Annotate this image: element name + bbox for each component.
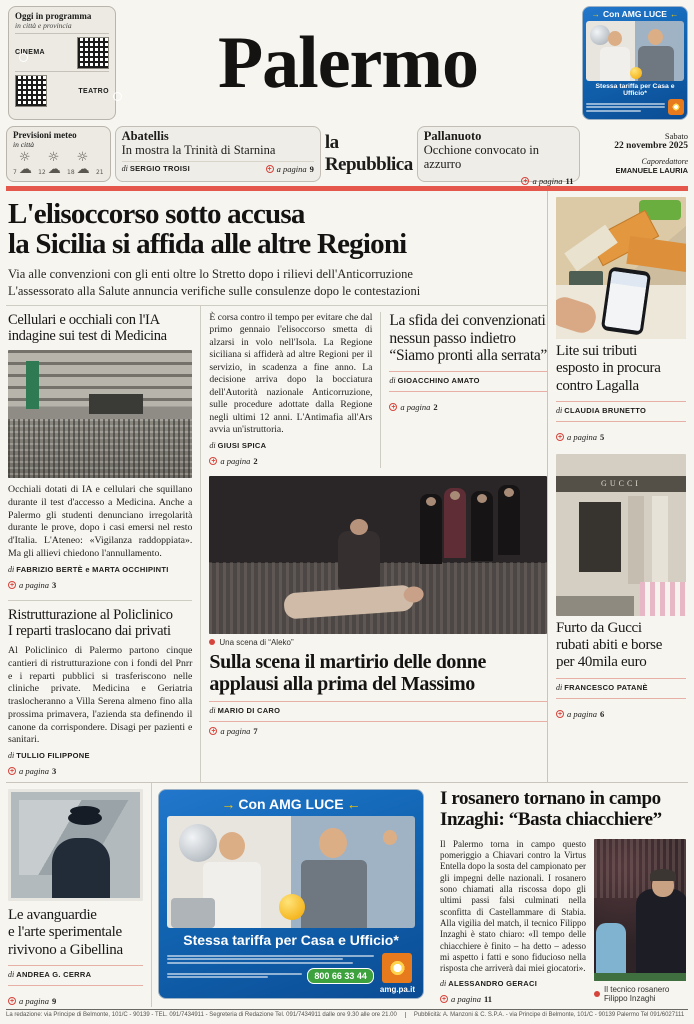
byline: di CLAUDIA BRUNETTO xyxy=(556,405,647,415)
arrow-left-icon: ← xyxy=(346,796,361,812)
plus-circle-icon: + xyxy=(9,768,15,776)
green-banner xyxy=(26,361,39,409)
footer-divider xyxy=(405,1012,406,1018)
ad-tagline: Stessa tariffa per Casa e Ufficio* xyxy=(183,932,399,948)
byline: di GIUSI SPICA xyxy=(209,440,267,450)
weekday: Sabato xyxy=(664,131,688,141)
thin-divider xyxy=(8,965,143,966)
ad-photo-main xyxy=(167,816,415,928)
plus-circle-icon: + xyxy=(211,457,216,465)
tributi-teaser xyxy=(556,339,686,444)
plus-circle-icon: + xyxy=(9,997,15,1005)
byline: di TULLIO FILIPPONE xyxy=(8,751,90,761)
paper-note xyxy=(565,224,619,271)
pitch xyxy=(594,973,686,981)
thin-divider xyxy=(209,701,547,702)
gucci-teaser xyxy=(556,616,686,721)
page-ref: + a pagina 6 xyxy=(557,708,605,719)
lead-headline: L'elisoccorso sotto accusa la Sicilia si affida alle altre Regioni xyxy=(8,198,407,261)
plus-circle-icon: + xyxy=(523,178,528,186)
ad-banner-text: Con AMG LUCE xyxy=(603,9,667,19)
meteo-title: Previsioni meteo xyxy=(13,130,77,140)
arrow-right-icon: → xyxy=(591,9,601,19)
masthead-header xyxy=(0,0,694,126)
hour-label: 21 xyxy=(95,169,104,176)
teaser-title: Occhione convocato in azzurro xyxy=(423,142,539,171)
caption-dot-icon xyxy=(594,991,600,997)
plus-circle-icon: + xyxy=(267,165,272,173)
byline: di GIOACCHINO AMATO xyxy=(389,376,480,386)
store-doorway xyxy=(579,502,621,572)
medicina-body: Occhiali dotati di IA e cellulari che squillano durante il test d'accesso a Medicina. Anche a Palermo gli studenti denunciano irregolarità durante le prove, dopo i casi emersi nel resto d'Italia. L'Ateneo: «Vigilanza raddoppiata». Ma gli allievi chiedono l'annullamento. xyxy=(8,484,193,559)
photo-caption: Il tecnico rosanero Filippo Inzaghi xyxy=(594,985,686,1003)
page-ref: + a pagina 9 xyxy=(267,163,314,174)
center-top-row xyxy=(209,312,547,468)
pan-lid-icon xyxy=(590,25,610,45)
lightbulb-emoji-icon xyxy=(630,67,642,79)
plus-circle-icon: + xyxy=(441,995,447,1003)
plus-circle-icon: + xyxy=(211,727,216,735)
ad-tagline-mini: Stessa tariffa per Casa e Ufficio* xyxy=(595,83,675,97)
thin-divider xyxy=(209,721,547,722)
man-kitchen-head xyxy=(219,832,245,860)
teatro-label: TEATRO xyxy=(78,87,109,95)
lead-deck: Via alle convenzioni con gli enti oltre lo Stretto dopo i rilievi dell'Anticorruzione L'assessorato alla Salute annuncia verifiche sulle consulenze dopo le contestazioni xyxy=(8,267,421,298)
man-kitchen-torso xyxy=(600,47,630,81)
lead-story xyxy=(6,191,547,306)
massimo-headline: Sulla scena il martirio delle donne applausi alla prima del Massimo xyxy=(209,650,486,695)
teaser-title: In mostra la Trinità di Starnina xyxy=(121,142,276,157)
editor-name: EMANUELE LAURIA xyxy=(615,166,688,175)
convenzionati-headline: La sfida dei convenzionati nessun passo indietro “Siamo pronti alla serrata” xyxy=(389,311,547,365)
ad-fineprint-line xyxy=(167,962,353,964)
steel-pots xyxy=(171,898,215,928)
programma-box xyxy=(8,6,116,120)
taxes-money-photo xyxy=(556,197,686,339)
ad-banner-row xyxy=(586,9,684,19)
bottom-row xyxy=(6,783,688,1007)
editor-role: Caporedattore xyxy=(641,157,688,166)
column-center xyxy=(201,306,547,782)
man-office-head xyxy=(319,828,347,858)
gibellina-article xyxy=(6,783,152,1007)
elisoccorso-summary xyxy=(209,312,381,468)
sun-cloud-icon: ☼☁ xyxy=(47,150,58,177)
edition-title: Palermo xyxy=(217,21,479,104)
right-rail xyxy=(548,191,688,782)
ad-banner-text: Con AMG LUCE xyxy=(238,796,344,812)
amg-sun-logo xyxy=(668,99,684,115)
ad-fineprint-line xyxy=(167,976,268,978)
rosanero-content-row xyxy=(440,839,686,1006)
arrow-left-icon: ← xyxy=(669,9,679,19)
ad-fineprint-line xyxy=(167,955,374,957)
columns-row xyxy=(6,306,547,782)
ad-website: amg.pa.it xyxy=(379,985,415,994)
qr-code-teatro xyxy=(15,75,47,107)
man-office-torso xyxy=(301,860,367,928)
inzaghi-photo xyxy=(594,839,686,981)
plus-circle-icon: + xyxy=(391,404,396,412)
teaser-pallanuoto xyxy=(417,126,581,187)
thin-divider xyxy=(556,698,686,699)
page-ref: + a pagina 3 xyxy=(9,579,57,590)
rosanero-headline: I rosanero tornano in campo Inzaghi: “Basta chiacchiere” xyxy=(440,788,662,830)
teaser-kicker: Pallanuoto xyxy=(423,129,482,143)
teaser-footer xyxy=(424,174,574,186)
lightbulb-emoji-icon xyxy=(279,894,305,920)
byline: di ALESSANDRO GERACI xyxy=(440,978,538,988)
striped-awning xyxy=(640,582,686,616)
teaser-abatellis xyxy=(115,126,321,182)
page-ref: + a pagina 3 xyxy=(9,766,57,777)
date-block xyxy=(584,126,688,182)
euro-bill xyxy=(626,236,686,272)
column-left xyxy=(6,306,201,782)
rosanero-photo-col xyxy=(594,839,686,1006)
ad-banner-row xyxy=(167,796,415,812)
sun-cloud-icon: ☼☁ xyxy=(76,150,87,177)
convenzionati-teaser xyxy=(381,312,547,468)
man-office-head xyxy=(648,29,663,45)
pan-lid-icon xyxy=(179,824,217,862)
gucci-sign: GUCCI xyxy=(556,476,686,492)
page-ref: + a pagina 5 xyxy=(557,431,605,442)
phone-number-badge: 800 66 33 44 xyxy=(307,968,374,984)
page-ref: + a pagina 11 xyxy=(441,993,493,1004)
left-main-area xyxy=(6,191,548,782)
visitor-hat xyxy=(68,811,102,825)
street xyxy=(556,596,634,615)
qr-code-cinema xyxy=(77,37,109,69)
brand-logo: la Repubblica xyxy=(324,132,413,175)
chorus-figure xyxy=(471,491,493,561)
arrow-right-icon: → xyxy=(221,796,236,812)
amg-sun-logo xyxy=(382,953,412,983)
sun-cloud-icon: ☼☁ xyxy=(18,150,29,177)
caption-dot-icon xyxy=(209,639,215,645)
man-office-torso xyxy=(638,46,674,81)
section-divider xyxy=(8,600,192,601)
hour-label: 18 xyxy=(67,169,75,176)
ad-fineprint-line xyxy=(586,106,665,108)
gucci-headline: Furto da Gucci rubati abiti e borse per 40mila euro xyxy=(556,619,663,671)
meteo-subtitle: in città xyxy=(13,140,35,149)
medicina-headline: Cellulari e occhiali con l'IA indagine sui test di Medicina xyxy=(8,311,167,345)
tributi-headline: Lite sui tributi esposto in procura contro Lagalla xyxy=(556,343,661,394)
date: 22 novembre 2025 xyxy=(614,141,688,151)
plus-circle-icon: + xyxy=(557,433,563,441)
ad-mini-footer xyxy=(586,99,684,115)
programma-title: Oggi in programma xyxy=(15,11,92,21)
chorus-figure xyxy=(420,494,442,564)
visitor-back xyxy=(52,838,110,900)
thin-divider xyxy=(556,678,686,679)
ad-fineprint-line xyxy=(586,103,665,105)
cinema-label: CINEMA xyxy=(15,49,46,56)
meteo-box xyxy=(6,126,111,182)
plus-circle-icon: + xyxy=(9,581,15,589)
programma-subtitle: in città e provincia xyxy=(15,21,109,34)
teatro-row xyxy=(15,72,109,110)
page-ref: + a pagina 2 xyxy=(211,455,258,466)
thin-divider xyxy=(389,371,547,372)
byline: di FRANCESCO PATANÈ xyxy=(556,682,648,692)
teaser-band xyxy=(0,126,694,187)
ad-photo-mini xyxy=(586,21,684,81)
man-kitchen-head xyxy=(608,31,622,46)
thin-divider xyxy=(556,421,686,422)
page-ref: + a pagina 11 xyxy=(523,176,574,187)
page-ref: + a pagina 9 xyxy=(9,995,57,1006)
main-content xyxy=(6,191,688,783)
weather-forecast-row xyxy=(13,152,104,176)
gibellina-headline: Le avanguardie e l'arte sperimentale rivivono a Gibellina xyxy=(8,907,123,958)
amg-luce-ad-bottom xyxy=(158,789,424,999)
ad-footer xyxy=(167,953,415,994)
gibellina-art-photo xyxy=(8,789,143,901)
teaser-footer xyxy=(122,161,314,174)
hour-label: 12 xyxy=(38,169,46,176)
ad-fineprint-line xyxy=(167,973,302,975)
rosanero-article xyxy=(430,783,688,1007)
chorus-figure xyxy=(498,485,520,555)
exam-hall-photo xyxy=(8,350,192,478)
ad-fineprint-line xyxy=(167,958,343,960)
policlinico-body: Al Policlinico di Palermo partono cinque cantieri di ristrutturazione con i fondi del Pnrr e i reparti pubblici si trasferiscono nelle cliniche private. Medicina e Geriatria traslocheranno a Villa Serena almeno fino alla prossima primavera, l'azienda sta definendo il canone da corrispondere. Disagi per pazienti e sanitari. xyxy=(8,645,193,746)
thin-divider xyxy=(556,401,686,402)
page-footer xyxy=(6,1009,688,1018)
ad-logo-block xyxy=(380,953,415,994)
chorus-figure-red xyxy=(444,488,466,558)
byline: di MARIO DI CARO xyxy=(209,705,281,715)
thin-divider xyxy=(389,391,547,392)
footer-pubblicita: Pubblicità: A. Manzoni & C. S.P.A. - via Principe di Belmonte, 101/C - 90139 Palermo Tel 091/6027111 xyxy=(413,1012,685,1018)
photo-caption: Una scena di “Aleko” xyxy=(209,638,547,647)
aleko-stage-photo xyxy=(209,476,547,634)
ad-fineprint-block xyxy=(167,953,374,984)
policlinico-headline: Ristrutturazione al Policlinico I reparti traslocano dai privati xyxy=(8,606,173,639)
gucci-store-photo xyxy=(556,454,686,616)
footer-redazione: La redazione: via Principe di Belmonte, 101/C - 90139 - TEL. 091/7434911 - Segreteria di Redazione Tel. 091/7434911 dalle ore 9.30 alle ore 21.00 xyxy=(6,1012,397,1018)
plus-circle-icon: + xyxy=(557,710,563,718)
ad-fineprint-line xyxy=(586,110,641,112)
students-crowd xyxy=(8,419,192,478)
byline: di FABRIZIO BERTÈ e MARTA OCCHIPINTI xyxy=(8,564,169,574)
elisoccorso-body: È corsa contro il tempo per evitare che dal primo gennaio l'elisoccorso smetta di alzarsi in volo nell'Isola. La Regione siciliana si affiderà ad altre Regioni per il servizio, in scadenza a fine anno. La decisione arriva dopo la bocciatura dell'Autorità nazionale Anticorruzione, sulle procedure adottate dalla Regione negli ultimi 12 anni. L'Antimafia all'Ars avvia un'istruttoria. xyxy=(209,311,373,436)
rosanero-text-col xyxy=(440,839,586,1006)
byline: di SERGIO TROISI xyxy=(121,164,190,173)
byline: di ANDREA G. CERRA xyxy=(8,969,92,979)
thin-divider xyxy=(8,985,143,986)
kneeling-actor xyxy=(338,531,380,589)
page-ref: + a pagina 7 xyxy=(211,725,258,736)
page-ref: + a pagina 2 xyxy=(391,402,438,413)
cinema-row xyxy=(15,34,109,72)
rosanero-body: Il Palermo torna in campo questo pomeriggio a Chiavari contro la Virtus Entella dopo la sosta del campionato per gli impegni delle nazionali. I rosanero sono chiamati alla riscossa dopo gli ultimi passi falsi culminati nella sconfitta di Castellammare di Stabia. Alla vigilia del match, il tecnico Filippo Inzaghi è stato chiaro: «Il tempo delle chiacchiere è finito – ha detto – adesso mi aspetto i fatti e sono fiducioso nella risposta che arriverà dai miei giocatori». xyxy=(440,838,586,974)
hour-label: 7 xyxy=(13,169,17,176)
store-column xyxy=(652,496,668,584)
teaser-kicker: Abatellis xyxy=(121,129,169,143)
dark-screen xyxy=(89,394,143,414)
office-worker-head xyxy=(383,830,397,845)
amg-luce-ad-top xyxy=(582,6,688,120)
coach-figure xyxy=(636,889,686,981)
